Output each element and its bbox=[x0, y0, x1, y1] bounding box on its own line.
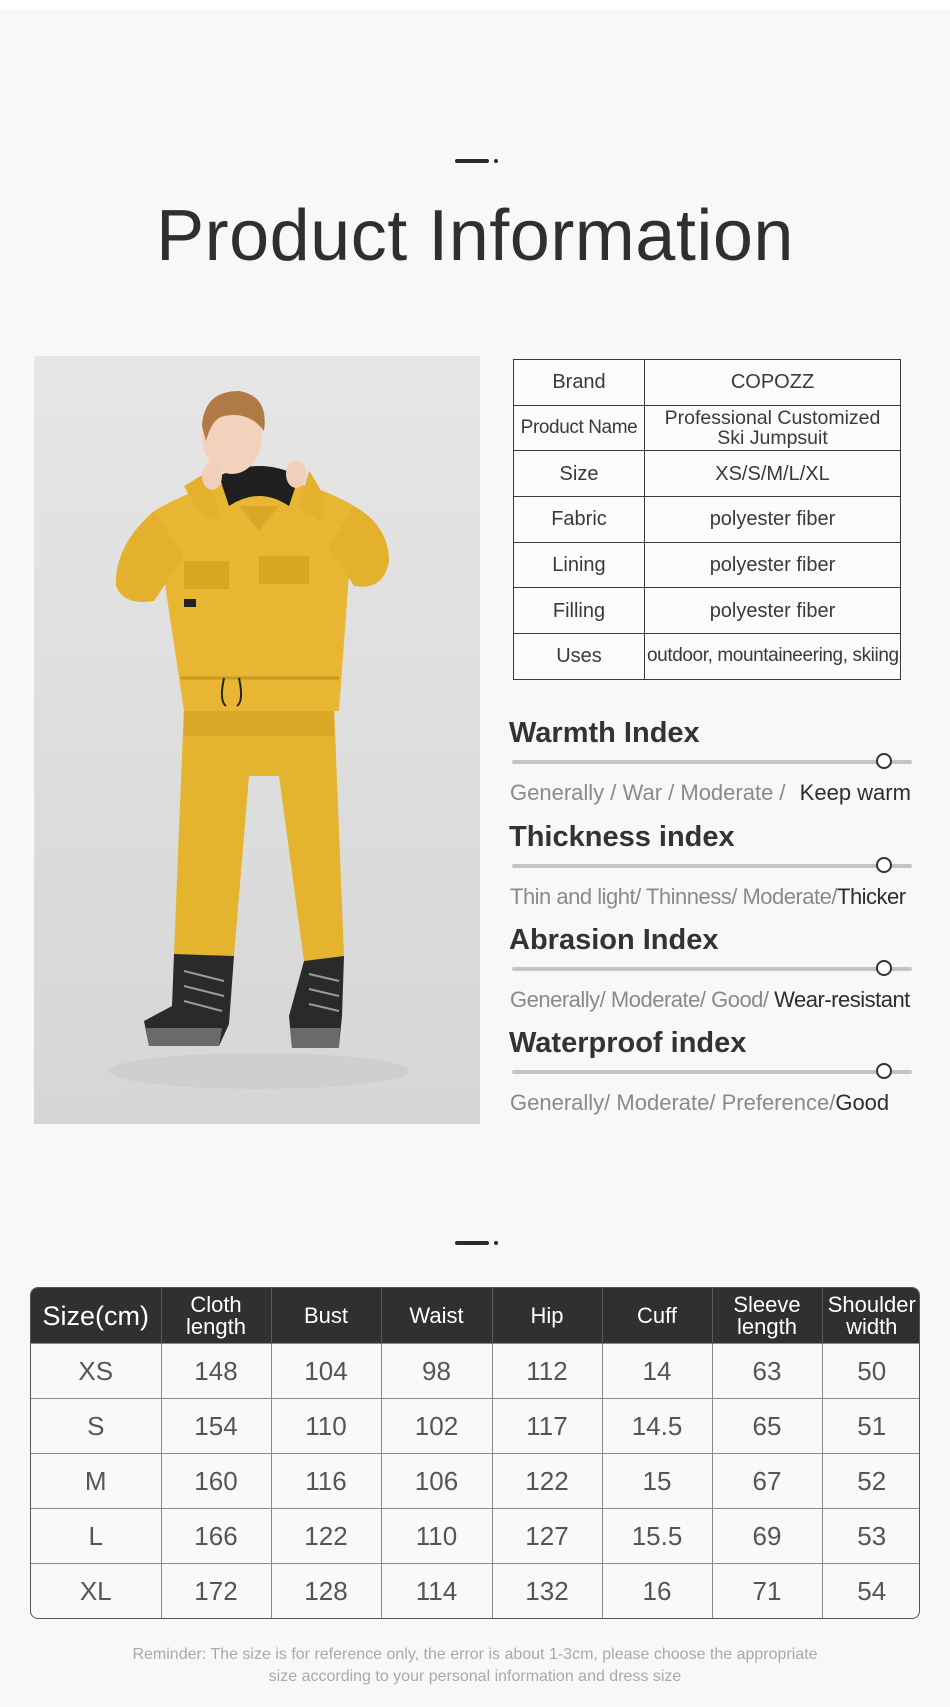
size-cell: 106 bbox=[381, 1454, 492, 1509]
index-level: Generally/ bbox=[510, 1090, 611, 1115]
size-header-cell: Size(cm) bbox=[31, 1288, 161, 1344]
size-row-m bbox=[31, 1454, 920, 1509]
size-header-cell: Hip bbox=[492, 1288, 602, 1344]
size-cell: 117 bbox=[492, 1399, 602, 1454]
size-cell: 71 bbox=[712, 1564, 822, 1618]
size-cell: XL bbox=[31, 1564, 161, 1618]
spec-value: COPOZZ bbox=[645, 360, 901, 406]
index-level: Good/ bbox=[711, 987, 769, 1012]
size-cell: 52 bbox=[822, 1454, 920, 1509]
reminder-line: size according to your personal information and dress size bbox=[268, 1668, 682, 1685]
size-reminder bbox=[0, 1644, 950, 1688]
index-scale bbox=[510, 989, 910, 1011]
product-photo bbox=[34, 356, 480, 1124]
size-row-xs bbox=[31, 1344, 920, 1399]
size-header-cell: Shoulder width bbox=[822, 1288, 920, 1344]
top-strip bbox=[0, 0, 950, 10]
index-scale bbox=[510, 1092, 889, 1114]
index-level-final: Thicker bbox=[837, 884, 906, 909]
spec-key: Brand bbox=[514, 360, 645, 406]
size-cell: 65 bbox=[712, 1399, 822, 1454]
index-level-final: Keep warm bbox=[799, 780, 911, 805]
size-cell: 14.5 bbox=[602, 1399, 712, 1454]
index-title: Waterproof index bbox=[509, 1027, 747, 1059]
size-cell: 148 bbox=[161, 1344, 271, 1399]
spec-key: Lining bbox=[514, 542, 645, 588]
index-level: Generally/ bbox=[510, 987, 606, 1012]
index-waterproof bbox=[509, 1029, 919, 1129]
size-cell: S bbox=[31, 1399, 161, 1454]
section-divider-top bbox=[455, 159, 499, 165]
size-cell: 110 bbox=[271, 1399, 381, 1454]
index-title: Warmth Index bbox=[509, 717, 700, 749]
index-warmth bbox=[509, 719, 919, 819]
spec-key: Product Name bbox=[514, 405, 645, 451]
size-header-cell: Cloth length bbox=[161, 1288, 271, 1344]
size-header-cell: Cuff bbox=[602, 1288, 712, 1344]
index-knob bbox=[876, 960, 892, 976]
index-level: Moderate / bbox=[680, 780, 786, 805]
index-knob bbox=[876, 857, 892, 873]
index-abrasion bbox=[509, 926, 919, 1026]
size-cell: 54 bbox=[822, 1564, 920, 1618]
size-header-cell: Sleeve length bbox=[712, 1288, 822, 1344]
spec-value: polyester fiber bbox=[645, 588, 901, 634]
index-level-final: Wear-resistant bbox=[774, 987, 910, 1012]
size-cell: 160 bbox=[161, 1454, 271, 1509]
spec-value: outdoor, mountaineering, skiing bbox=[645, 634, 901, 680]
index-knob bbox=[876, 1063, 892, 1079]
size-cell: 127 bbox=[492, 1509, 602, 1564]
spec-row-size bbox=[514, 451, 901, 497]
spec-key: Size bbox=[514, 451, 645, 497]
index-level: Preference/ bbox=[721, 1090, 836, 1115]
size-cell: 63 bbox=[712, 1344, 822, 1399]
size-cell: 15 bbox=[602, 1454, 712, 1509]
size-cell: 53 bbox=[822, 1509, 920, 1564]
spec-value: XS/S/M/L/XL bbox=[645, 451, 901, 497]
spec-key: Uses bbox=[514, 634, 645, 680]
size-cell: L bbox=[31, 1509, 161, 1564]
index-level-final: Good bbox=[835, 1090, 890, 1115]
index-level: Moderate/ bbox=[616, 1090, 716, 1115]
size-cell: 50 bbox=[822, 1344, 920, 1399]
size-row-xl bbox=[31, 1564, 920, 1618]
size-cell: 114 bbox=[381, 1564, 492, 1618]
size-cell: XS bbox=[31, 1344, 161, 1399]
size-cell: 132 bbox=[492, 1564, 602, 1618]
size-cell: 172 bbox=[161, 1564, 271, 1618]
reminder-line: Reminder: The size is for reference only, the error is about 1-3cm, please choose the appropriate bbox=[132, 1646, 818, 1663]
spec-key: Fabric bbox=[514, 497, 645, 543]
size-cell: 122 bbox=[492, 1454, 602, 1509]
size-cell: 154 bbox=[161, 1399, 271, 1454]
size-cell: 112 bbox=[492, 1344, 602, 1399]
size-cell: 122 bbox=[271, 1509, 381, 1564]
size-row-l bbox=[31, 1509, 920, 1564]
section-divider-bottom bbox=[455, 1241, 499, 1247]
size-cell: 128 bbox=[271, 1564, 381, 1618]
size-chart bbox=[30, 1287, 920, 1619]
divider-dash bbox=[455, 1241, 489, 1245]
index-track bbox=[512, 864, 912, 868]
size-cell: 104 bbox=[271, 1344, 381, 1399]
spec-value: polyester fiber bbox=[645, 542, 901, 588]
spec-row-lining bbox=[514, 542, 901, 588]
index-level: Thinness/ bbox=[645, 884, 737, 909]
size-cell: 67 bbox=[712, 1454, 822, 1509]
size-header-row bbox=[31, 1288, 920, 1344]
size-cell: 166 bbox=[161, 1509, 271, 1564]
size-cell: 110 bbox=[381, 1509, 492, 1564]
index-track bbox=[512, 760, 912, 764]
index-level: Generally / bbox=[510, 780, 617, 805]
index-title: Abrasion Index bbox=[509, 924, 719, 956]
size-header-cell: Bust bbox=[271, 1288, 381, 1344]
spec-value: Professional Customized Ski Jumpsuit bbox=[645, 405, 901, 451]
spec-row-uses bbox=[514, 634, 901, 680]
jumpsuit-model-illustration bbox=[34, 356, 480, 1124]
size-cell: 102 bbox=[381, 1399, 492, 1454]
size-cell: 15.5 bbox=[602, 1509, 712, 1564]
index-thickness bbox=[509, 823, 919, 923]
size-cell: 51 bbox=[822, 1399, 920, 1454]
divider-dot bbox=[494, 1241, 498, 1245]
size-cell: 16 bbox=[602, 1564, 712, 1618]
size-cell: 98 bbox=[381, 1344, 492, 1399]
spec-row-filling bbox=[514, 588, 901, 634]
page-title: Product Information bbox=[156, 196, 794, 276]
spec-value: polyester fiber bbox=[645, 497, 901, 543]
size-chart-table bbox=[31, 1288, 920, 1618]
size-cell: 69 bbox=[712, 1509, 822, 1564]
size-row-s bbox=[31, 1399, 920, 1454]
size-header-cell: Waist bbox=[381, 1288, 492, 1344]
index-title: Thickness index bbox=[509, 821, 735, 853]
divider-dash bbox=[455, 159, 489, 163]
spec-table bbox=[513, 359, 901, 680]
size-cell: M bbox=[31, 1454, 161, 1509]
index-level: Moderate/ bbox=[742, 884, 837, 909]
index-scale bbox=[510, 782, 911, 804]
index-scale bbox=[510, 886, 906, 908]
index-level: War / bbox=[622, 780, 675, 805]
spec-row-product-name bbox=[514, 405, 901, 451]
spec-key: Filling bbox=[514, 588, 645, 634]
spec-row-fabric bbox=[514, 497, 901, 543]
size-cell: 14 bbox=[602, 1344, 712, 1399]
index-level: Thin and light/ bbox=[510, 884, 641, 909]
index-track bbox=[512, 1070, 912, 1074]
index-level: Moderate/ bbox=[610, 987, 706, 1012]
index-knob bbox=[876, 753, 892, 769]
index-track bbox=[512, 967, 912, 971]
size-cell: 116 bbox=[271, 1454, 381, 1509]
divider-dot bbox=[494, 159, 498, 163]
spec-row-brand bbox=[514, 360, 901, 406]
